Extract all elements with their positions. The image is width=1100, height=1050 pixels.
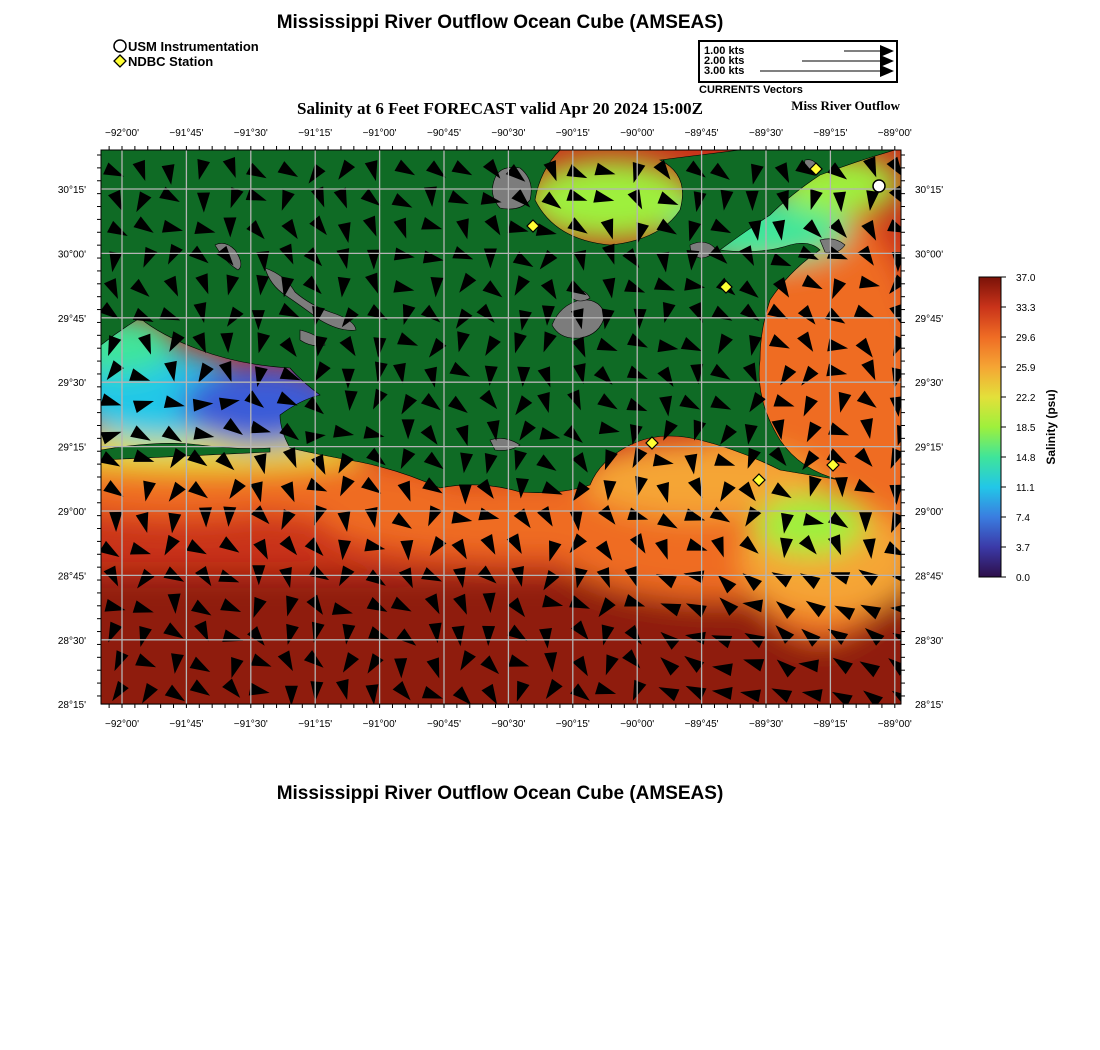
lon-labels-top	[105, 128, 912, 139]
lon-label-top: −89°00'	[877, 128, 912, 139]
lon-label-top: −90°00'	[620, 128, 655, 139]
vector-caption: CURRENTS Vectors	[699, 84, 803, 96]
lat-label-left: 28°30'	[57, 635, 86, 647]
lat-label-left: 29°30'	[57, 378, 86, 390]
lon-label-top: −91°15'	[298, 128, 333, 139]
lat-label-left: 30°15'	[57, 185, 86, 196]
lon-label-top: −91°45'	[169, 128, 204, 139]
salinity-field	[20, 150, 960, 735]
colorbar-tick-label: 25.9	[1016, 363, 1036, 374]
colorbar-tick-label: 18.5	[1016, 423, 1036, 434]
lon-label-bottom: −91°30'	[233, 719, 268, 730]
lat-label-right: 30°15'	[915, 185, 944, 196]
lat-label-left: 28°15'	[57, 700, 86, 712]
lon-label-bottom: −89°45'	[684, 719, 719, 730]
colorbar-tick-label: 33.3	[1016, 303, 1036, 314]
colorbar-tick-label: 3.7	[1016, 543, 1030, 554]
lat-label-right: 29°00'	[915, 507, 944, 518]
lat-labels-left	[58, 185, 86, 711]
lat-label-right: 29°15'	[915, 442, 944, 454]
lon-label-bottom: −90°45'	[427, 719, 461, 730]
colorbar	[979, 273, 1058, 584]
colorbar-ramp	[979, 277, 1001, 577]
lon-label-bottom: −91°00'	[362, 719, 397, 730]
lon-label-bottom: −89°00'	[877, 719, 912, 730]
lon-label-top: −90°45'	[427, 128, 461, 139]
lon-label-bottom: −89°15'	[813, 719, 848, 730]
lon-label-bottom: −91°15'	[298, 719, 333, 730]
colorbar-tick-label: 7.4	[1016, 513, 1030, 524]
lon-label-bottom: −90°00'	[620, 719, 655, 730]
outflow-label: Miss River Outflow	[791, 98, 900, 113]
lon-label-top: −89°30'	[749, 128, 783, 139]
lon-labels-bottom	[105, 719, 912, 730]
lon-label-top: −90°30'	[491, 128, 526, 139]
map-subtitle: Salinity at 6 Feet FORECAST valid Apr 20 2024 15:00Z	[297, 99, 703, 118]
lon-label-bottom: −89°30'	[749, 719, 783, 730]
lon-label-top: −89°45'	[684, 128, 719, 139]
lat-label-left: 28°45'	[57, 571, 86, 583]
vector-scale-2: 2.00 kts	[704, 55, 745, 67]
colorbar-ticks	[1001, 273, 1036, 584]
lon-label-top: −92°00'	[105, 128, 139, 139]
vector-scale-3: 3.00 kts	[704, 65, 745, 77]
lon-label-bottom: −90°30'	[491, 719, 526, 730]
lat-label-right: 29°45'	[915, 313, 944, 325]
lat-label-right: 28°45'	[915, 571, 944, 583]
lon-label-bottom: −91°45'	[169, 719, 204, 730]
lon-label-top: −91°00'	[362, 128, 397, 139]
colorbar-tick-label: 14.8	[1016, 453, 1036, 464]
lat-label-left: 29°15'	[57, 442, 86, 454]
lat-label-left: 29°45'	[57, 313, 86, 325]
colorbar-tick-label: 22.2	[1016, 393, 1036, 404]
lon-label-bottom: −92°00'	[105, 719, 139, 730]
colorbar-tick-label: 11.1	[1016, 483, 1035, 494]
lat-label-left: 30°00'	[57, 249, 86, 261]
lat-label-right: 29°30'	[915, 378, 944, 390]
lat-label-left: 29°00'	[57, 507, 86, 518]
vector-scale-1: 1.00 kts	[704, 45, 745, 57]
lat-label-right: 28°15'	[915, 700, 944, 712]
lon-label-top: −90°15'	[555, 128, 590, 139]
usm-instrument-marker	[873, 180, 885, 192]
lat-labels-right	[915, 185, 943, 711]
colorbar-tick-label: 0.0	[1016, 573, 1030, 584]
lon-label-bottom: −90°15'	[555, 719, 590, 730]
colorbar-tick-label: 29.6	[1016, 333, 1036, 344]
legend-ndbc-label: NDBC Station	[128, 54, 214, 69]
page-title: Mississippi River Outflow Ocean Cube (AMSEAS)	[276, 12, 724, 33]
lon-label-top: −91°30'	[233, 128, 268, 139]
page-title-bottom: Mississippi River Outflow Ocean Cube (AMSEAS)	[276, 783, 724, 804]
legend-usm-label: USM Instrumentation	[128, 39, 259, 54]
lat-label-right: 30°00'	[915, 249, 944, 261]
lon-label-top: −89°15'	[813, 128, 848, 139]
colorbar-label: Salinity (psu)	[1044, 389, 1058, 465]
colorbar-tick-label: 37.0	[1016, 273, 1036, 284]
lat-label-right: 28°30'	[915, 635, 944, 647]
